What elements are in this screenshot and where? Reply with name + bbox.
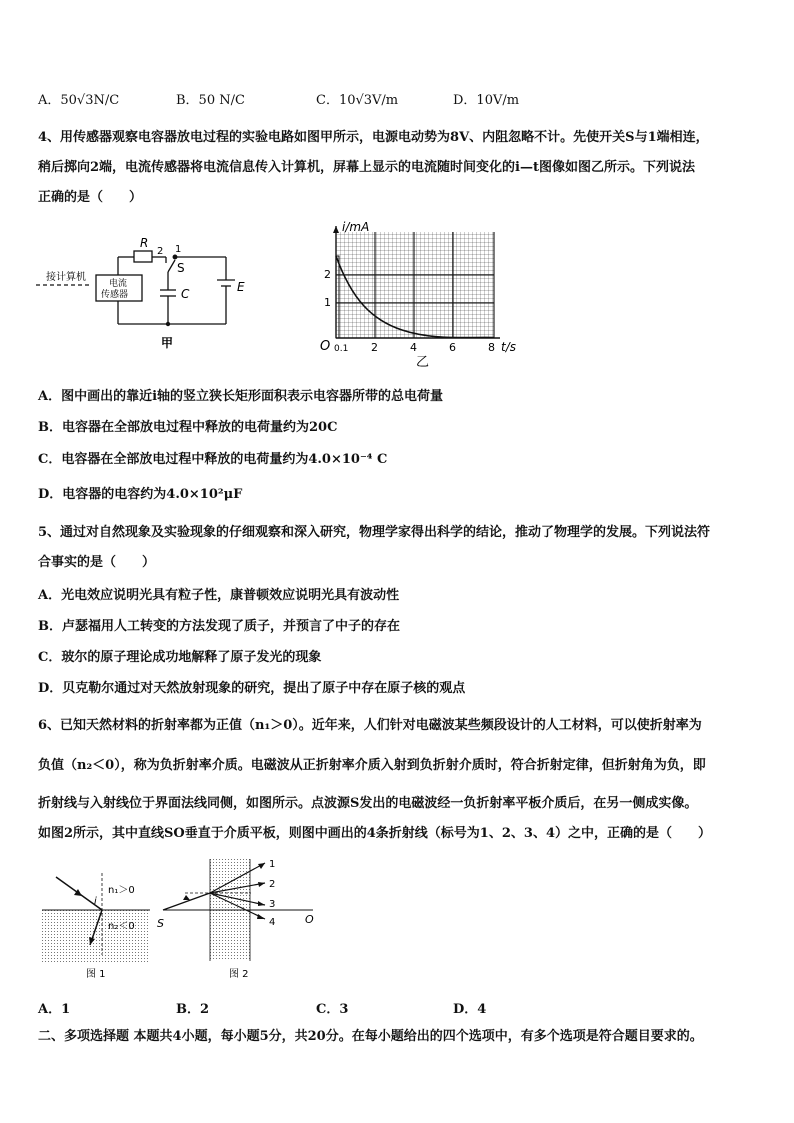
q6-figure2 — [155, 855, 325, 980]
q6-stem-line1: 6、已知天然材料的折射率都为正值（n₁＞0）。近年来，人们针对电磁波某些频段设计的人工材料，可以使折射率为 — [38, 718, 702, 733]
label-computer: 接计算机 — [46, 272, 86, 283]
label-sensor-2: 传感器 — [101, 290, 129, 300]
q3-option-d: D．10V/m — [453, 93, 520, 108]
q5-option-a: A．光电效应说明光具有粒子性，康普顿效应说明光具有波动性 — [38, 588, 400, 603]
q6-option-d: D．4 — [453, 1002, 487, 1017]
label-s: S — [177, 261, 185, 275]
fig2-label-1: 1 — [269, 859, 276, 870]
q4-option-c: C．电容器在全部放电过程中释放的电荷量约为4.0×10⁻⁴ C — [38, 452, 388, 467]
graph-grid — [336, 232, 494, 338]
resistor-r — [134, 251, 152, 262]
q4-circuit-diagram — [34, 230, 254, 355]
q6-stem-line2: 负值（n₂＜0），称为负折射率介质。电磁波从正折射率介质入射到负折射介质时，符合折射定律，但折射角为负，即 — [38, 758, 706, 773]
fig2-label-2: 2 — [269, 879, 276, 890]
label-1: 1 — [175, 244, 182, 255]
q4-option-d: D．电容器的电容约为4.0×10²μF — [38, 487, 243, 502]
caption-yi: 乙 — [416, 355, 430, 370]
q3-option-b: B．50 N/C — [176, 93, 245, 108]
q6-stem-line4: 如图2所示，其中直线SO垂直于介质平板，则图中画出的4条折射线（标号为1、2、3、4）之中，正确的是（ ） — [38, 826, 711, 841]
graph-x-tick-2: 2 — [371, 341, 378, 354]
label-sensor-1: 电流 — [109, 279, 128, 289]
label-2: 2 — [157, 246, 164, 257]
graph-y-tick-2: 2 — [324, 268, 331, 281]
graph-y-tick-1: 1 — [324, 296, 331, 309]
graph-ylabel: i/mA — [342, 220, 370, 234]
fig1-caption: 图 1 — [86, 969, 106, 980]
fig2-caption: 图 2 — [229, 969, 249, 980]
q4-stem-line3: 正确的是（ ） — [38, 190, 143, 205]
label-c: C — [181, 287, 190, 301]
q4-it-graph — [312, 218, 532, 370]
q5-option-c: C．玻尔的原子理论成功地解释了原子发光的现象 — [38, 650, 322, 665]
q6-option-b: B．2 — [176, 1002, 210, 1017]
section-2-heading: 二、多项选择题 本题共4小题，每小题5分，共20分。在每小题给出的四个选项中，有多个选项是符合题目要求的。 — [38, 1029, 703, 1044]
q5-stem-line1: 5、通过对自然现象及实验现象的仔细观察和深入研究，物理学家得出科学的结论，推动了物理学的发展。下列说法符 — [38, 525, 711, 540]
q5-stem-line2: 合事实的是（ ） — [38, 555, 156, 570]
q4-stem-line2: 稍后掷向2端，电流传感器将电流信息传入计算机，屏幕上显示的电流随时间变化的i—t图像如图乙所示。下列说法 — [38, 160, 695, 175]
graph-origin: O — [320, 339, 331, 354]
q4-option-b: B．电容器在全部放电过程中释放的电荷量约为20C — [38, 420, 338, 435]
q5-option-d: D．贝克勒尔通过对天然放射现象的研究，提出了原子中存在原子核的观点 — [38, 681, 466, 696]
fig1-negative-medium — [42, 910, 150, 962]
q3-option-c: C．10√3V/m — [316, 93, 399, 108]
label-r: R — [140, 236, 149, 250]
q6-stem-line3: 折射线与入射线位于界面法线同侧，如图所示。点波源S发出的电磁波经一负折射率平板介质后，在另一侧成实像。 — [38, 796, 698, 811]
label-e: E — [237, 280, 245, 294]
fig2-label-s: S — [157, 917, 164, 930]
graph-x-tick-4: 4 — [410, 341, 417, 354]
q6-figure1 — [38, 855, 158, 980]
fig1-label-i: i — [94, 896, 97, 907]
fig1-label-n1: n₁＞0 — [108, 885, 135, 896]
caption-jia: 甲 — [161, 336, 174, 350]
graph-x-tick-6: 6 — [449, 341, 456, 354]
fig1-label-n2: n₂＜0 — [108, 921, 135, 932]
graph-x-tick-8: 8 — [488, 341, 495, 354]
q3-option-a: A．50√3N/C — [38, 93, 120, 108]
graph-x-tick-01: 0.1 — [334, 344, 349, 354]
graph-xlabel: t/s — [501, 340, 516, 354]
q4-stem-line1: 4、用传感器观察电容器放电过程的实验电路如图甲所示，电源电动势为8V、内阻忽略不计。先使开关S与1端相连， — [38, 130, 709, 145]
fig2-label-4: 4 — [269, 917, 276, 928]
fig2-label-3: 3 — [269, 899, 276, 910]
q6-option-c: C．3 — [316, 1002, 349, 1017]
fig2-label-o: O — [305, 913, 314, 926]
q6-option-a: A．1 — [38, 1002, 71, 1017]
q5-option-b: B．卢瑟福用人工转变的方法发现了质子，并预言了中子的存在 — [38, 619, 400, 634]
q4-option-a: A．图中画出的靠近i轴的竖立狭长矩形面积表示电容器所带的总电荷量 — [38, 389, 444, 404]
